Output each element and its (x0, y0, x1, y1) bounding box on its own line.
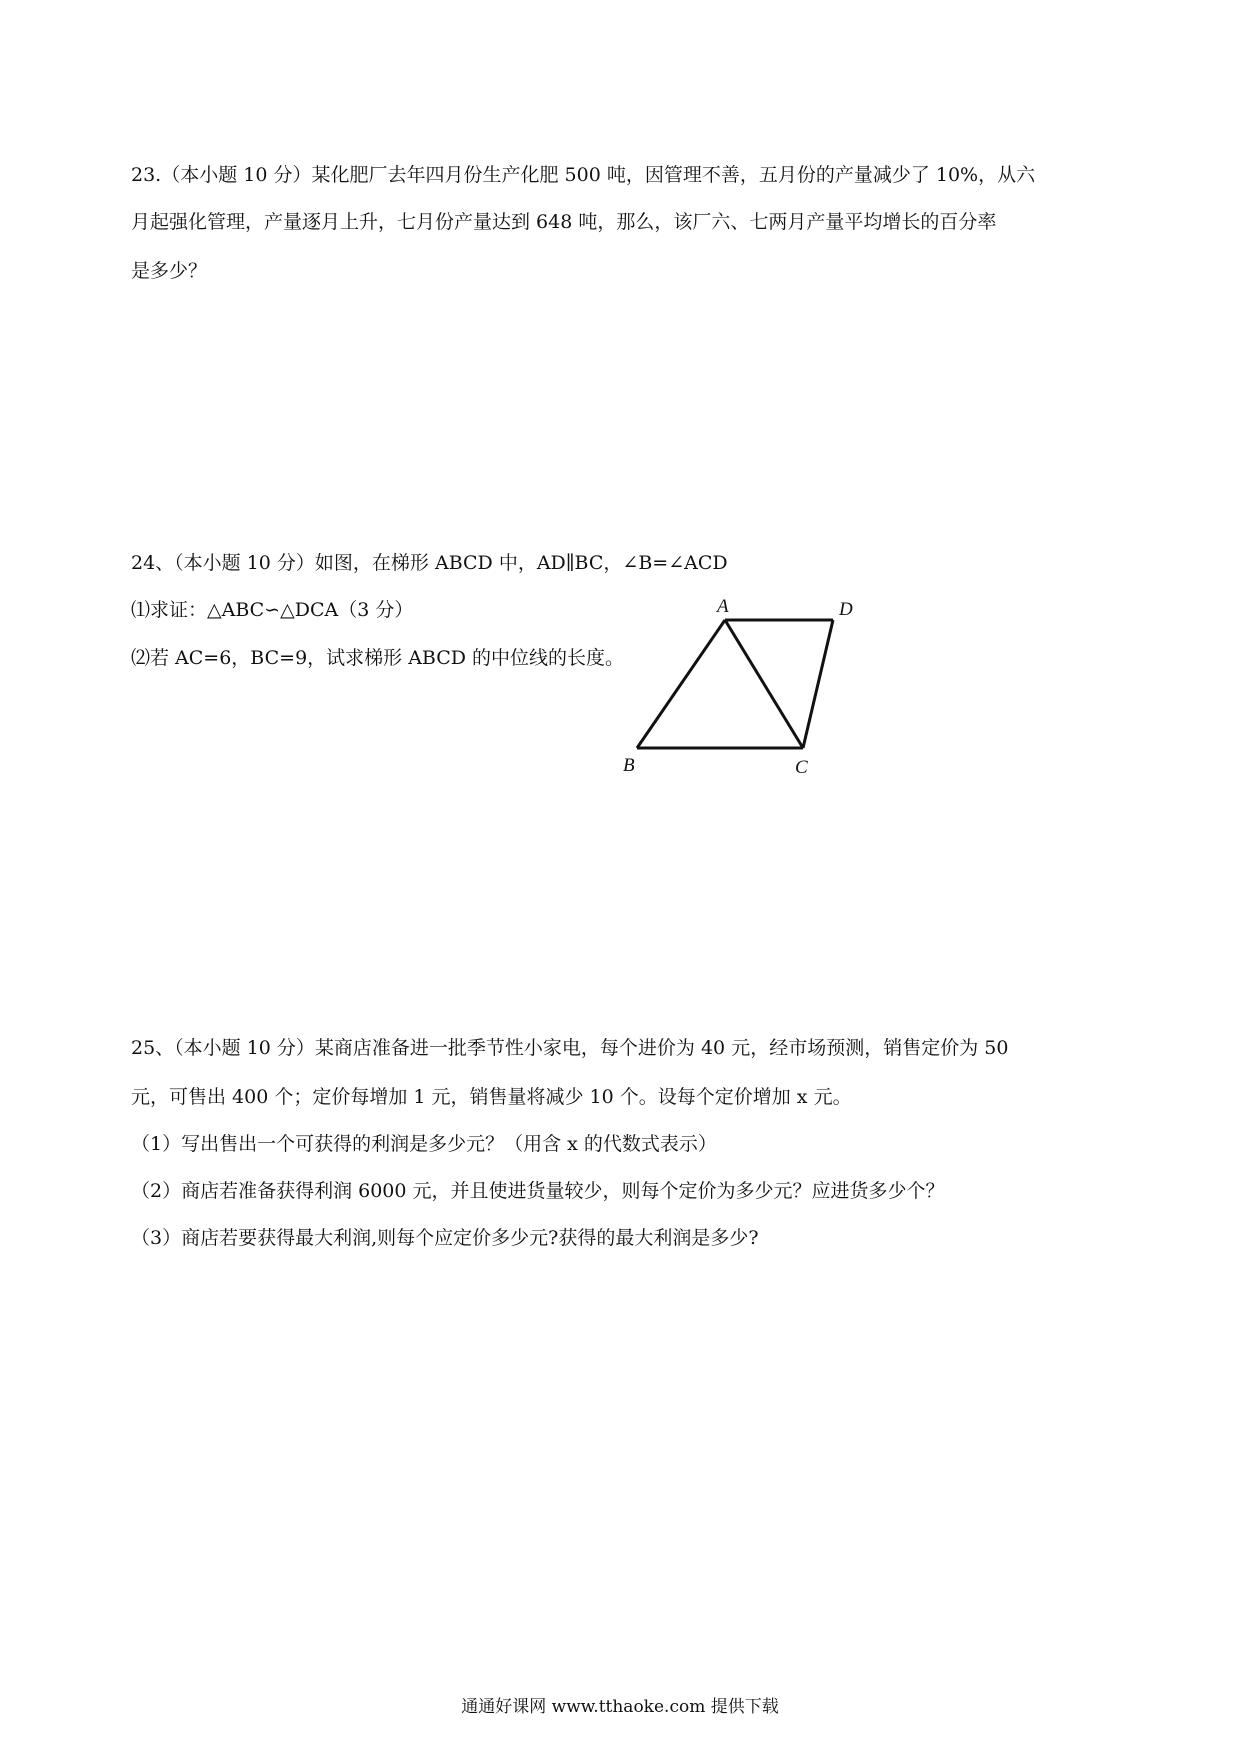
q25-part-3: （3）商店若要获得最大利润,则每个应定价多少元?获得的最大利润是多少? (131, 1227, 759, 1249)
q23-line-2: 月起强化管理，产量逐月上升，七月份产量达到 648 吨，那么，该厂六、七两月产量平均增长的百分率 (131, 211, 997, 233)
q23-line-3: 是多少？ (131, 260, 208, 282)
trapezoid-diagram (620, 590, 960, 790)
label-d: D (839, 599, 853, 620)
footer-credit: 通通好课网 www.tthaoke.com 提供下载 (461, 1697, 779, 1717)
q23-line-1: 23.（本小题 10 分）某化肥厂去年四月份生产化肥 500 吨，因管理不善，五月份的产量减少了 10%，从六 (131, 164, 1036, 186)
label-b: B (623, 755, 635, 776)
segment-ba (637, 620, 725, 748)
q24-line-1: 24、（本小题 10 分）如图，在梯形 ABCD 中，AD∥BC，∠B=∠ACD (131, 552, 728, 574)
label-c: C (795, 757, 808, 778)
q24-part-2: ⑵若 AC=6，BC=9，试求梯形 ABCD 的中位线的长度。 (131, 647, 625, 669)
segment-ac (725, 620, 803, 748)
q25-line-2: 元，可售出 400 个；定价每增加 1 元，销售量将减少 10 个。设每个定价增加 x 元。 (131, 1086, 852, 1108)
q25-part-2: （2）商店若准备获得利润 6000 元，并且使进货量较少，则每个定价为多少元？应进货多少个？ (131, 1180, 945, 1202)
label-a: A (717, 596, 729, 617)
q24-part-1: ⑴求证：△ABC∽△DCA（3 分） (131, 599, 414, 621)
q25-part-1: （1）写出售出一个可获得的利润是多少元？（用含 x 的代数式表示） (131, 1133, 717, 1155)
q25-line-1: 25、（本小题 10 分）某商店准备进一批季节性小家电，每个进价为 40 元，经市场预测，销售定价为 50 (131, 1037, 1009, 1059)
segment-dc (803, 620, 833, 748)
